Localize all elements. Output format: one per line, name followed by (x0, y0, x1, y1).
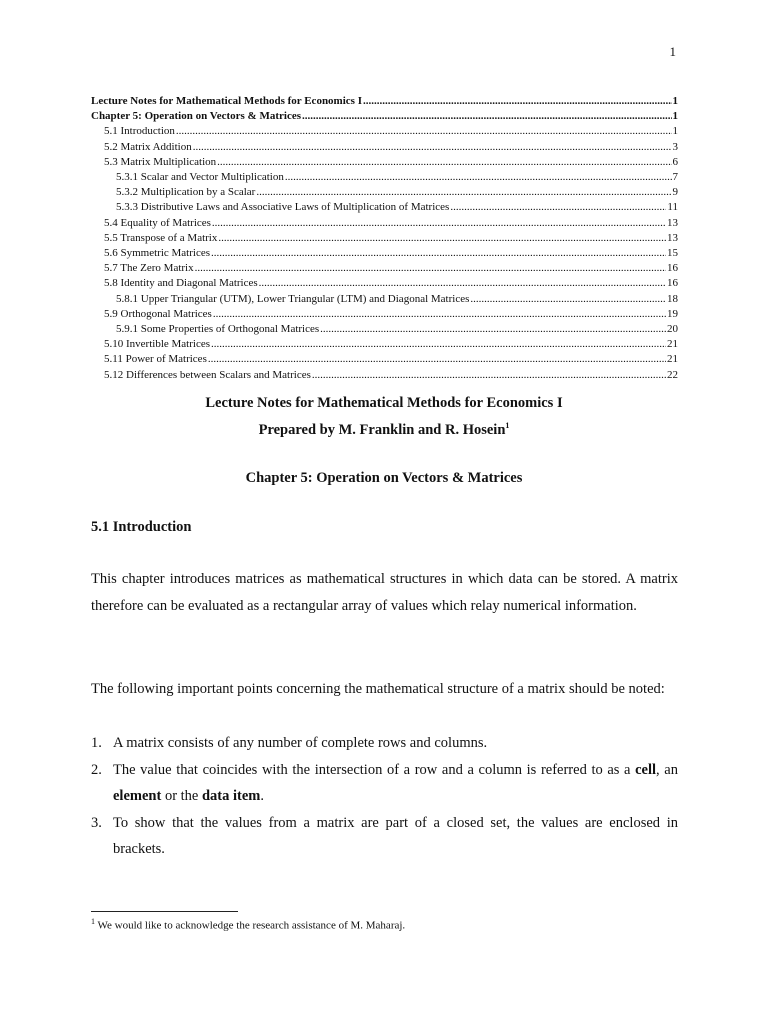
term-element: element (113, 788, 162, 804)
term-cell: cell (635, 761, 657, 778)
toc-entry[interactable] (91, 170, 678, 185)
list-item (91, 810, 678, 863)
toc-entry-label: 5.8 Identity and Diagonal Matrices (104, 277, 258, 290)
toc-entry-page: 9 (672, 186, 678, 199)
term-data-item: data item (201, 788, 261, 804)
toc-entry[interactable] (91, 246, 678, 261)
toc-entry-label: 5.9.1 Some Properties of Orthogonal Matrices (116, 323, 320, 336)
points-intro-paragraph: The following important points concerning the mathematical structure of a matrix should be noted: (91, 681, 665, 697)
toc-leader-dots (320, 322, 666, 337)
toc-entry[interactable] (91, 322, 678, 337)
toc-entry-page: 16 (667, 262, 678, 275)
intro-paragraph: This chapter introduces matrices as mathematical structures in which data can be stored. A matrix therefore can be evaluated as a rectangular array of values which relay numerical information. (91, 571, 678, 614)
toc-entry[interactable] (91, 94, 678, 109)
toc-entry-label: 5.2 Matrix Addition (104, 140, 192, 153)
toc-entry-label: 5.3 Matrix Multiplication (104, 155, 217, 168)
toc-entry-label: 5.4 Equality of Matrices (104, 216, 211, 229)
toc-leader-dots (450, 200, 666, 215)
toc-leader-dots (176, 124, 672, 139)
toc-entry-page: 3 (672, 140, 678, 153)
authors-text: Prepared by M. Franklin and R. Hosein (258, 421, 506, 438)
toc-entry-label: 5.7 The Zero Matrix (104, 262, 194, 275)
toc-entry-page: 13 (667, 231, 678, 244)
toc-entry-page: 15 (667, 247, 678, 260)
toc-entry-label: 5.11 Power of Matrices (104, 353, 207, 366)
toc-entry[interactable] (91, 124, 678, 139)
toc-entry-page: 13 (667, 216, 678, 229)
toc-leader-dots (259, 276, 666, 291)
toc-entry[interactable] (91, 200, 678, 215)
footnote-marker: 1 (505, 421, 510, 430)
toc-entry-page: 1 (672, 125, 678, 138)
toc-entry-page: 22 (667, 368, 678, 381)
list-item-text: To show that the values from a matrix are part of a closed set, the values are enclosed in brackets. (113, 814, 678, 857)
toc-entry-label: Lecture Notes for Mathematical Methods for Economics I (91, 95, 362, 107)
toc-leader-dots (211, 337, 666, 352)
toc-entry[interactable] (91, 352, 678, 367)
toc-entry[interactable] (91, 216, 678, 231)
toc-leader-dots (211, 246, 666, 261)
text-segment: , an (656, 761, 678, 778)
toc-leader-dots (470, 292, 666, 307)
list-item (91, 730, 678, 757)
page-number: 1 (669, 44, 676, 59)
toc-leader-dots (302, 109, 672, 124)
toc-entry-page: 16 (667, 277, 678, 290)
footnote-text: We would like to acknowledge the research assistance of M. Maharaj. (95, 919, 406, 932)
toc-entry-page: 21 (667, 338, 678, 351)
document-title: Lecture Notes for Mathematical Methods for Economics I (205, 395, 563, 411)
toc-entry-label: 5.12 Differences between Scalars and Matrices (104, 368, 311, 381)
toc-leader-dots (208, 352, 666, 367)
toc-entry-label: 5.6 Symmetric Matrices (104, 247, 211, 260)
toc-entry-page: 1 (672, 95, 678, 107)
toc-leader-dots (213, 307, 666, 322)
list-item (91, 757, 678, 810)
toc-entry-label: 5.3.1 Scalar and Vector Multiplication (116, 171, 284, 184)
text-segment: The value that coincides with the intersection of a row and a column is referred to as a (113, 761, 636, 778)
toc-leader-dots (256, 185, 671, 200)
text-segment: or the (161, 788, 202, 804)
toc-entry-label: 5.10 Invertible Matrices (104, 338, 210, 351)
document-authors (0, 421, 768, 439)
toc-entry[interactable] (91, 109, 678, 124)
list-item-number: 2. (91, 761, 102, 778)
toc-entry[interactable] (91, 307, 678, 322)
text-segment: . (260, 788, 264, 804)
toc-leader-dots (285, 170, 672, 185)
toc-entry[interactable] (91, 140, 678, 155)
toc-entry-label: 5.8.1 Upper Triangular (UTM), Lower Triangular (LTM) and Diagonal Matrices (116, 292, 470, 305)
toc-entry-page: 11 (667, 201, 678, 214)
toc-leader-dots (217, 155, 671, 170)
toc-entry[interactable] (91, 292, 678, 307)
toc-entry-page: 18 (667, 292, 678, 305)
toc-entry-label: 5.1 Introduction (104, 125, 175, 138)
toc-leader-dots (218, 231, 666, 246)
toc-entry[interactable] (91, 155, 678, 170)
toc-entry-page: 7 (672, 171, 678, 184)
footnote-number: 1 (91, 917, 95, 926)
table-of-contents (91, 94, 678, 383)
toc-entry-label: 5.3.2 Multiplication by a Scalar (116, 186, 256, 199)
footnote (91, 917, 405, 932)
list-item-number: 3. (91, 814, 102, 831)
list-item-text (113, 762, 678, 805)
toc-leader-dots (312, 368, 666, 383)
toc-entry-page: 6 (672, 155, 678, 168)
toc-leader-dots (193, 140, 672, 155)
toc-entry-label: Chapter 5: Operation on Vectors & Matrices (91, 110, 301, 123)
chapter-title: Chapter 5: Operation on Vectors & Matrices (245, 470, 523, 486)
toc-entry-label: 5.9 Orthogonal Matrices (104, 307, 212, 320)
toc-entry-page: 1 (672, 110, 678, 123)
toc-entry-page: 20 (667, 323, 678, 336)
toc-entry[interactable] (91, 185, 678, 200)
list-item-text: A matrix consists of any number of complete rows and columns. (113, 735, 488, 751)
toc-entry[interactable] (91, 337, 678, 352)
points-list (91, 730, 678, 863)
toc-entry-page: 19 (667, 307, 678, 320)
toc-leader-dots (212, 216, 666, 231)
list-item-number: 1. (91, 735, 102, 751)
toc-entry-page: 21 (667, 353, 678, 366)
toc-entry-label: 5.5 Transpose of a Matrix (104, 231, 218, 244)
toc-leader-dots (363, 94, 672, 109)
toc-entry[interactable] (91, 368, 678, 383)
toc-entry[interactable] (91, 276, 678, 291)
toc-entry-label: 5.3.3 Distributive Laws and Associative Laws of Multiplication of Matrices (116, 201, 450, 214)
section-heading: 5.1 Introduction (91, 519, 192, 535)
toc-leader-dots (195, 261, 666, 276)
toc-entry[interactable] (91, 231, 678, 246)
toc-entry[interactable] (91, 261, 678, 276)
footnote-divider (91, 911, 238, 912)
